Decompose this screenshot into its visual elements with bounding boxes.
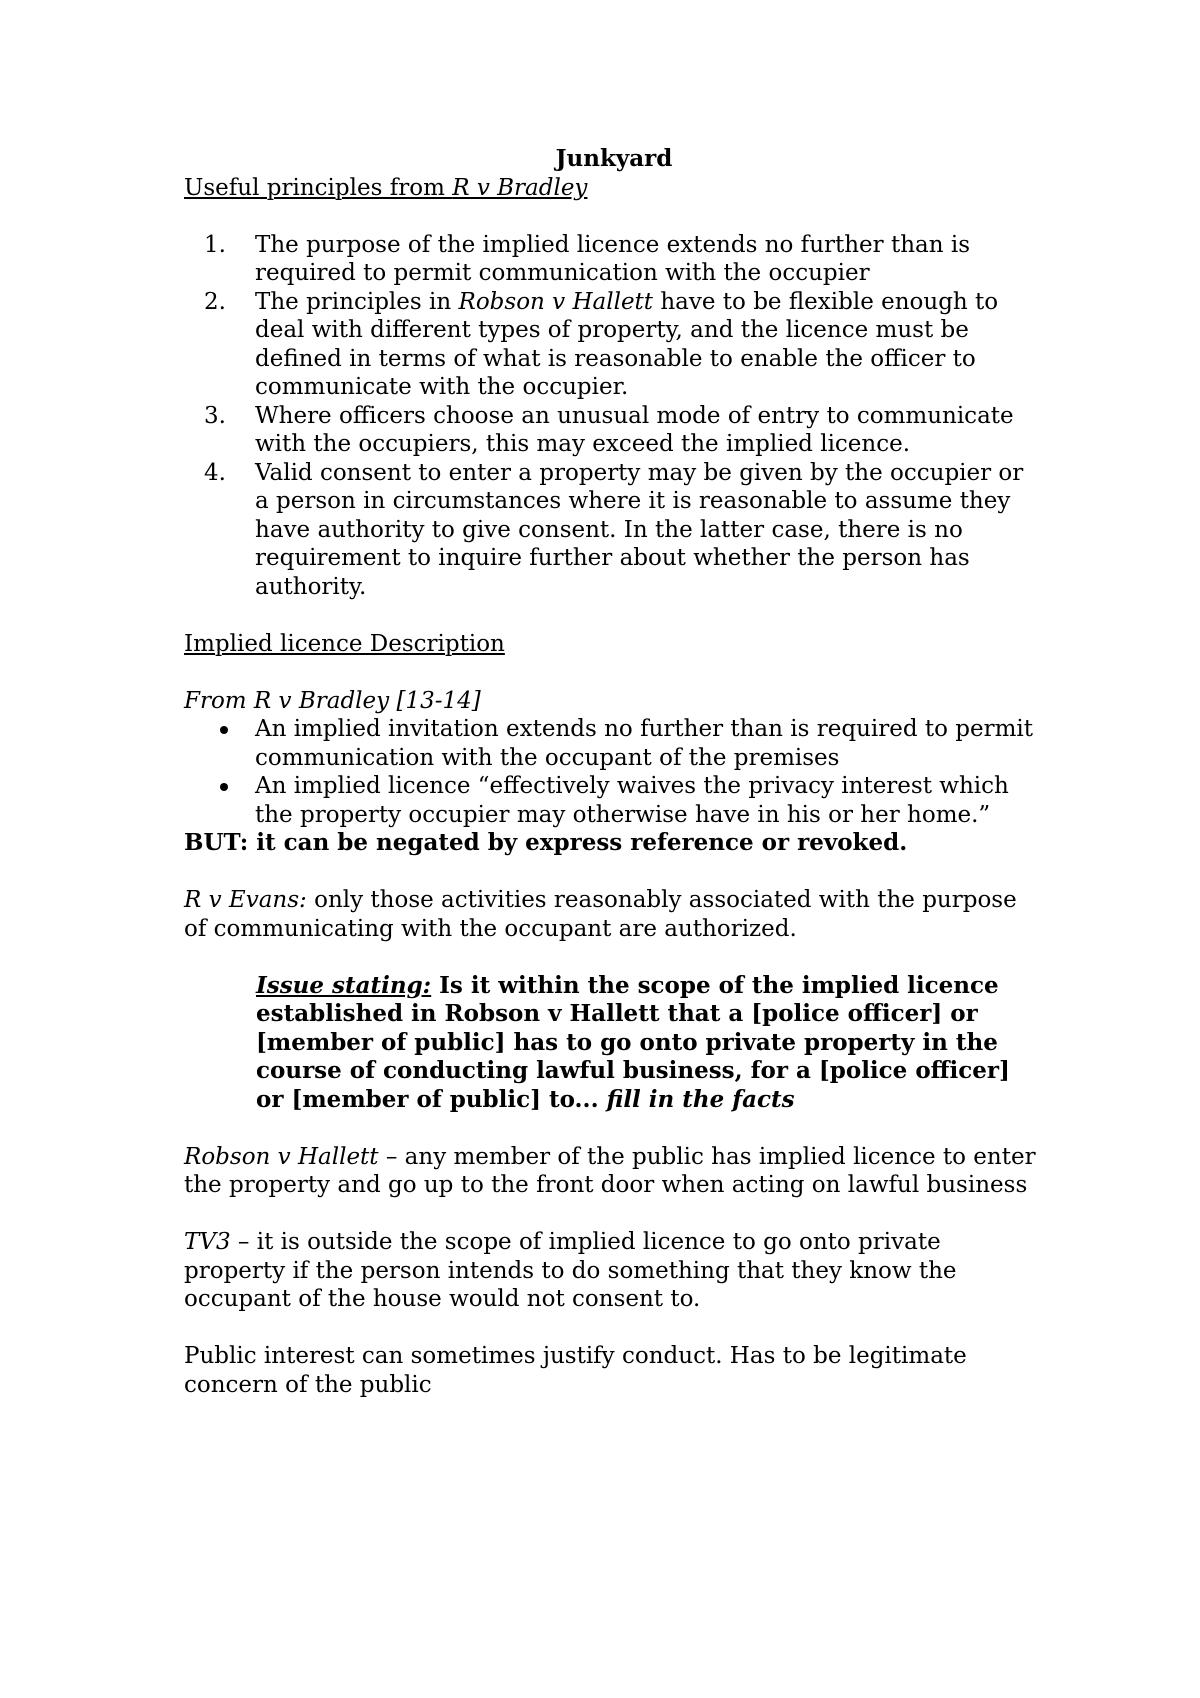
list-number: 4. [204, 459, 226, 486]
bullet-item [184, 772, 1044, 829]
source-reference: From R v Bradley [13-14] [184, 687, 481, 714]
public-interest-paragraph: Public interest can sometimes justify conduct. Has to be legitimate concern of the public [184, 1343, 967, 1398]
but-note: BUT: it can be negated by express reference or revoked. [184, 829, 908, 856]
document-title: Junkyard [555, 145, 673, 172]
bullet-icon [220, 783, 228, 791]
heading-text: Useful principles from [184, 174, 453, 201]
issue-fill: fill in the facts [606, 1085, 795, 1113]
list-item [184, 288, 1044, 402]
case-name: R v Evans: [184, 887, 307, 913]
tv3-paragraph [184, 1228, 1044, 1314]
case-name: Robson v Hallett [184, 1143, 379, 1170]
issue-label: Issue stating: [256, 971, 432, 999]
list-item [184, 459, 1044, 602]
spacer [184, 202, 1044, 231]
list-number: 3. [204, 402, 226, 429]
robson-paragraph [184, 1143, 1044, 1200]
spacer [184, 1114, 1044, 1143]
bullet-icon [220, 726, 228, 734]
document-body [184, 145, 1044, 1399]
section-heading-implied-licence: Implied licence Description [184, 630, 505, 657]
list-item-text: have to be flexible enough to deal with different types of property, and the licence must be defined in terms of what is reasonable to enable the officer to communicate with the occupier. [255, 288, 999, 400]
list-number: 2. [204, 288, 226, 315]
bullet-list [184, 715, 1044, 829]
spacer [184, 1314, 1044, 1343]
spacer [184, 1200, 1044, 1229]
case-name: R v Bradley [452, 174, 588, 201]
paragraph-text: only those activities reasonably associated with the purpose of communicating with the occupant are authorized. [184, 887, 1017, 942]
case-name: Robson v Hallett [458, 288, 654, 315]
section-heading-useful-principles [184, 174, 1044, 203]
spacer [184, 943, 1044, 972]
bullet-item [184, 715, 1044, 772]
paragraph-text: – it is outside the scope of implied licence to go onto private property if the person intends to do something that they know the occupant of the house would not consent to. [184, 1229, 957, 1312]
list-item-text: Valid consent to enter a property may be given by the occupier or a person in circumstances where it is reasonable to assume they have authority to give consent. In the latter case, there is no requirement to inquire further about whether the person has authority. [255, 459, 1024, 600]
principles-list [184, 231, 1044, 602]
bullet-text: An implied invitation extends no further than is required to permit communication with the occupant of the premises [255, 716, 1034, 771]
bullet-text: An implied licence “effectively waives the privacy interest which the property occupier may otherwise have in his or her home.” [255, 773, 1009, 828]
spacer [184, 858, 1044, 887]
spacer [184, 658, 1044, 687]
evans-paragraph [184, 886, 1044, 943]
issue-statement [184, 972, 1044, 1115]
list-item-text: Where officers choose an unusual mode of entry to communicate with the occupiers, this may exceed the implied licence. [255, 402, 1014, 457]
issue-text: Is it within the scope of the implied licence established in Robson v Hallett that a [police officer] or [member of public] has to go onto private property in the course of conducting lawful business, for a [police officer] or [member of public] to... [256, 971, 1010, 1113]
list-item-text: The purpose of the implied licence extends no further than is required to permit communication with the occupier [255, 231, 971, 286]
paragraph-text: – any member of the public has implied licence to enter the property and go up to the front door when acting on lawful business [184, 1143, 1036, 1198]
list-number: 1. [204, 231, 226, 258]
spacer [184, 601, 1044, 630]
case-name: TV3 [184, 1229, 231, 1255]
list-item [184, 231, 1044, 288]
list-item [184, 402, 1044, 459]
list-item-text: The principles in [255, 288, 459, 315]
